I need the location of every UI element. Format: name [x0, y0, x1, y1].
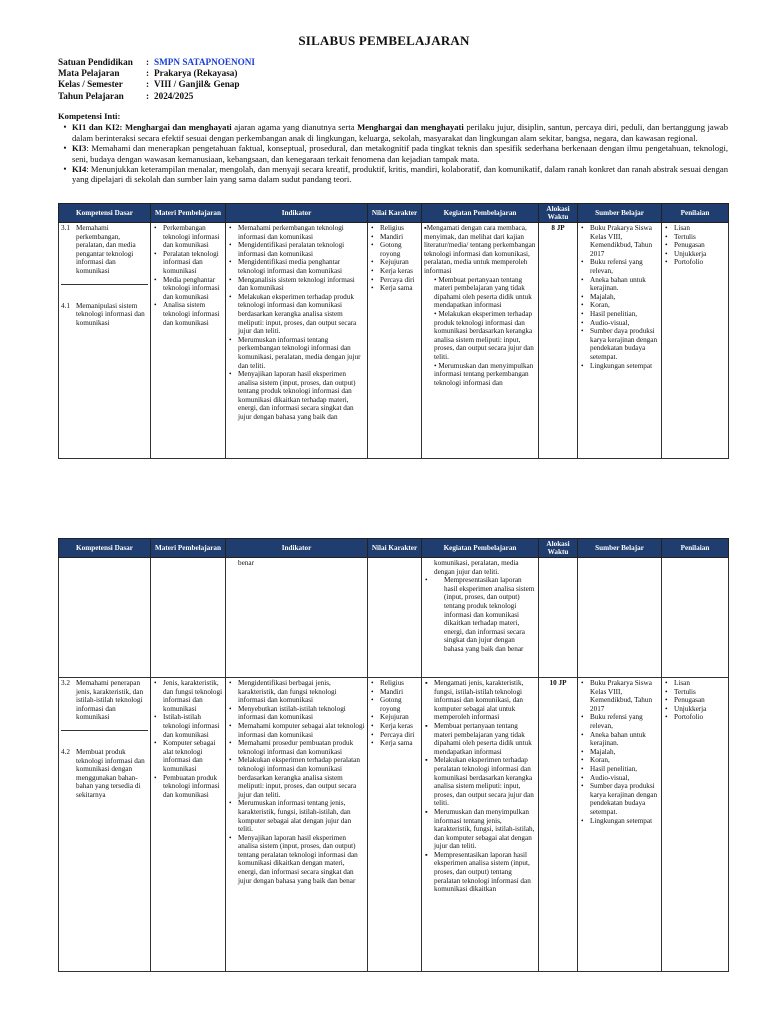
bullet-icon: •: [434, 361, 439, 370]
list-item: • Kejujuran: [370, 713, 419, 722]
identity-block: [58, 57, 255, 102]
ki-body: : Menunjukkan keterampilan menalar, mengolah, dan menyaji secara kreatif, produktif, kritis, mandiri, kolaboratif, dan komunikatif, dalam ranah konkret dan ranah abstrak sesuai dengan yang dipelajari di sekolah dan sumber lain yang sama dalam sudut pandang teori.: [72, 164, 728, 185]
kegiatan-text: Mengamati dengan cara membaca, menyimak, dan melihat dari kajian literatur/media/ tentang perkembangan teknologi informasi dan komunikasi, peralatan, media untuk memperoleh informasi: [424, 224, 536, 275]
list-item: • Kejujuran: [370, 258, 419, 267]
list-item: • Religius: [370, 679, 419, 688]
list-item: • Memahami prosedur pembuatan produk teknologi informasi dan komunikasi: [228, 739, 365, 756]
list-item: • Penugasan: [664, 696, 726, 705]
list-item: • Aneka bahan untuk kerajinan.: [580, 731, 659, 748]
column-header: Alokasi Waktu: [539, 539, 578, 558]
list-item: • Audio-visual,: [580, 774, 659, 783]
meta-value: VIII / Ganjil& Genap: [154, 79, 240, 90]
bullet-icon: ▪: [424, 224, 427, 232]
ki-heading: Kompetensi Inti:: [58, 111, 121, 121]
indikator-cell: [226, 223, 368, 459]
list-item: • Lisan: [664, 679, 726, 688]
column-header: Kompetensi Dasar: [59, 539, 151, 558]
list-item: • Unjukkerja: [664, 250, 726, 259]
ki-body: perilaku jujur, disiplin, santun, percaya diri, peduli, dan bertanggung jawab dalam berinteraksi secara efektif sesuai dengan perkembangan anak di lingkungan, keluarga, sekolah, masyarakat dan lingkungan alam sekitar, bangsa, negara, dan kawasan regional.: [72, 122, 729, 143]
list-item: • Portofolio: [664, 713, 726, 722]
kd-text: Memahami perkembangan, peralatan, dan media pengantar teknologi informasi dan komunikasi: [76, 224, 136, 275]
kegiatan-text: Melakukan eksperimen terhadap produk teknologi informasi dan komunikasi berdasarkan kerangka analisa sistem meliputi: input, proses, dan output secara jujur dan teliti.: [434, 309, 534, 361]
list-item: • Mengidentifikasi berbagai jenis, karakteristik, dan fungsi teknologi informasi dan komunikasi: [228, 679, 365, 705]
kompetensi-inti: [58, 111, 728, 185]
list-item: • Perkembangan teknologi informasi dan komunikasi: [153, 224, 223, 250]
kd-text: Membuat produk teknologi informasi dan komunikasi dengan menggunakan bahan-bahan yang tersedia di sekitarnya: [76, 747, 145, 799]
column-header: Sumber Belajar: [578, 204, 662, 223]
column-header: Nilai Karakter: [368, 539, 422, 558]
ki-code: KI1 dan KI2:: [72, 122, 123, 133]
list-item: • Menganalisis sistem teknologi informasi dan komunikasi: [228, 276, 365, 293]
kegiatan-item: [424, 276, 536, 310]
indikator-continuation: benar: [226, 558, 368, 678]
kegiatan-cell: [422, 223, 539, 459]
list-item: • Menyajikan laporan hasil eksperimen analisa sistem (input, proses, dan output) tentang peralatan teknologi informasi dan komunikasi dikaitkan dengan materi, energi, dan informasi secara singkat dan jujur dengan bahasa yang baik dan benar: [228, 834, 365, 886]
column-header: Penilaian: [662, 204, 729, 223]
kd-item: [61, 748, 148, 800]
alokasi-cell: 10 JP: [539, 678, 578, 972]
list-item: ▪ Mengamati jenis, karakteristik, fungsi, istilah-istilah teknologi informasi dan komunikasi, dan komputer sebagai alat untuk memperoleh informasi: [424, 679, 536, 722]
list-item: • Buku refensi yang relevan,: [580, 258, 659, 275]
kegiatan-item: [424, 224, 536, 276]
kd-text: Memahami penerapan jenis, karakteristik, dan istilah-istilah teknologi informasi dan komunikasi: [76, 679, 144, 722]
table-row: [59, 678, 729, 972]
kegiatan-item: [424, 310, 536, 362]
kd-number: 4.2: [61, 747, 70, 756]
list-item: • Percaya diri: [370, 276, 419, 285]
list-item: • Lisan: [664, 224, 726, 233]
list-item: • Merumuskan informasi tentang jenis, karakteristik, fungsi, istilah-istilah, dan komputer sebagai alat dengan jujur dan teliti.: [228, 799, 365, 833]
table-header-row: [59, 539, 729, 558]
list-item: • Mengidentifikasi media penghantar teknologi informasi dan komunikasi: [228, 258, 365, 275]
ki-body: : Memahami dan menerapkan pengetahuan faktual, konseptual, prosedural, dan metakognitif pada tingkat teknis dan spesifik sederhana berkenaan dengan ilmu pengetahuan, teknologi, seni, budaya dengan wawasan kemanusiaan, kebangsaan, dan kenegaraan terkait fenomena dan kejadian tampak mata.: [72, 143, 728, 164]
list-item: • Aneka bahan untuk kerajinan.: [580, 276, 659, 293]
list-item: • Unjukkerja: [664, 705, 726, 714]
ki-code: KI3: [72, 143, 87, 154]
column-header: Indikator: [226, 204, 368, 223]
meta-value: Prakarya (Rekayasa): [154, 68, 238, 79]
list-item: ▪ Merumuskan dan menyimpulkan informasi tentang jenis, karakteristik, fungsi, istilah-istilah, dan komputer sebagai alat dengan jujur dan teliti.: [424, 808, 536, 851]
list-item: • Penugasan: [664, 241, 726, 250]
list-item: • Jenis, karakteristik, dan fungsi teknologi informasi dan komunikasi: [153, 679, 223, 713]
list-item: • Menyajikan laporan hasil eksperimen analisa sistem (input, proses, dan output) tentang produk teknologi informasi dan komunikasi dikaitkan terhadap materi, energi, dan informasi secara singkat dan jujur dengan bahasa yang baik dan: [228, 370, 365, 422]
column-header: Materi Pembelajaran: [151, 539, 226, 558]
list-item: • Lingkungan setempat: [580, 362, 659, 371]
list-item: • Media penghantar teknologi informasi dan komunikasi: [153, 276, 223, 302]
list-item: • Gotong royong: [370, 696, 419, 713]
ki-text: [72, 164, 728, 185]
meta-label: Kelas / Semester: [58, 79, 123, 90]
list-item: • Buku refensi yang relevan,: [580, 713, 659, 730]
materi-cell: [151, 223, 226, 459]
kegiatan-text: Merumuskan dan menyimpulkan informasi tentang perkembangan teknologi informasi dan: [434, 361, 534, 387]
kd-number: 3.1: [61, 224, 70, 232]
syllabus-table-2: [58, 538, 729, 972]
list-item: • Mengidentifikasi peralatan teknologi informasi dan komunikasi: [228, 241, 365, 258]
list-item: • Sumber daya produksi karya kerajinan dengan pendekatan budaya setempat.: [580, 782, 659, 816]
meta-label: Mata Pelajaran: [58, 68, 120, 79]
penilaian-cell: [662, 678, 729, 972]
list-item: • Kerja keras: [370, 722, 419, 731]
table-row: [59, 223, 729, 459]
table-header-row: [59, 204, 729, 223]
bullet-icon: •: [63, 164, 67, 175]
meta-row: [58, 91, 255, 102]
ki-text: [72, 122, 728, 143]
sumber-cell: [578, 678, 662, 972]
list-item: • Tertulis: [664, 688, 726, 697]
list-item: • Tertulis: [664, 233, 726, 242]
kegiatan-item: [424, 362, 536, 388]
list-item: • Portofolio: [664, 258, 726, 267]
list-item: • Peralatan teknologi informasi dan komunikasi: [153, 250, 223, 276]
penilaian-cell: [662, 223, 729, 459]
kegiatan-continuation: komunikasi, peralatan, media dengan jujur dan teliti. • Mempresentasikan laporan hasil eksperimen analisa sistem (input, proses, dan output) tentang produk teknologi informasi dan komunikasi dikaitkan terhadap materi, energi, dan informasi secara singkat dan jujur dengan bahasa yang baik dan benar: [422, 558, 539, 678]
meta-colon: :: [146, 90, 150, 101]
syllabus-table-1: [58, 203, 729, 459]
list-item: • Kerja sama: [370, 739, 419, 748]
kd-divider: [61, 284, 148, 299]
column-header: Kegiatan Pembelajaran: [422, 539, 539, 558]
kd-item: [61, 679, 148, 722]
list-item: • Koran,: [580, 301, 659, 310]
meta-row: [58, 57, 255, 68]
ki-emphasis: Menghargai dan menghayati: [357, 122, 464, 133]
list-item: • Buku Prakarya Siswa Kelas VIII, Kemendikbud, Tahun 2017: [580, 679, 659, 713]
list-item: • Mandiri: [370, 688, 419, 697]
column-header: Sumber Belajar: [578, 539, 662, 558]
materi-cell: [151, 678, 226, 972]
list-item: • Religius: [370, 224, 419, 233]
list-item: • Merumuskan informasi tentang perkembangan teknologi informasi dan komunikasi, peralatan, media dengan jujur dan teliti.: [228, 336, 365, 370]
column-header: Kompetensi Dasar: [59, 204, 151, 223]
meta-colon: :: [146, 68, 150, 79]
list-item: • Koran,: [580, 756, 659, 765]
kd-number: 3.2: [61, 679, 70, 687]
indikator-cell: [226, 678, 368, 972]
list-item: • Buku Prakarya Siswa Kelas VIII, Kemendikbud, Tahun 2017: [580, 224, 659, 258]
sumber-cell: [578, 223, 662, 459]
meta-value: SMPN SATAPNOENONI: [154, 57, 255, 67]
column-header: Penilaian: [662, 539, 729, 558]
ki-emphasis: Menghargai dan menghayati: [124, 122, 232, 133]
ki-body: ajaran agama yang dianutnya serta: [231, 122, 358, 133]
ki-item: [58, 164, 728, 185]
kd-number: 4.1: [61, 301, 70, 310]
table-row-continuation: [59, 558, 729, 678]
list-item: • Menyebutkan istilah-istilah teknologi informasi dan komunikasi: [228, 705, 365, 722]
list-item: • Lingkungan setempat: [580, 817, 659, 826]
list-item: • Hasil penelitian,: [580, 310, 659, 319]
list-item: • Audio-visual,: [580, 319, 659, 328]
list-item: • Melakukan eksperimen terhadap peralatan teknologi informasi dan komunikasi berdasarkan kerangka analisa sistem meliputi: input, proses, dan output secara jujur dan teliti.: [228, 756, 365, 799]
column-header: Alokasi Waktu: [539, 204, 578, 223]
list-item: • Istilah-istilah teknologi informasi dan komunikasi: [153, 713, 223, 739]
list-item: ▪ Melakukan eksperimen terhadap peralatan teknologi informasi dan komunikasi berdasarkan kerangka analisa sistem meliputi: input, proses, dan output secara jujur dan teliti.: [424, 756, 536, 808]
nilai-cell: [368, 678, 422, 972]
kd-item: [61, 224, 148, 276]
document-title: SILABUS PEMBELAJARAN: [298, 33, 470, 48]
meta-row: [58, 68, 255, 79]
column-header: Kegiatan Pembelajaran: [422, 204, 539, 223]
list-item: • Hasil penelitian,: [580, 765, 659, 774]
list-item: ▪ Membuat pertanyaan tentang materi pembelajaran yang tidak dipahami oleh peserta didik untuk mendapatkan informasi: [424, 722, 536, 756]
list-item: • Sumber daya produksi karya kerajinan dengan pendekatan budaya setempat.: [580, 327, 659, 361]
alokasi-cell: 8 JP: [539, 223, 578, 459]
list-item: ▪ Mempresentasikan laporan hasil eksperimen analisa sistem (input, proses, dan output) tentang peralatan teknologi informasi dan komunikasi dikaitkan: [424, 851, 536, 894]
kd-divider: [61, 730, 148, 745]
column-header: Materi Pembelajaran: [151, 204, 226, 223]
column-header: Nilai Karakter: [368, 204, 422, 223]
list-item: • Majalah,: [580, 748, 659, 757]
meta-row: [58, 79, 255, 90]
list-item: • Mandiri: [370, 233, 419, 242]
bullet-icon: •: [63, 122, 67, 133]
list-item: • Analisa sistem teknologi informasi dan komunikasi: [153, 301, 223, 327]
column-header: Indikator: [226, 539, 368, 558]
ki-item: [58, 122, 728, 143]
ki-item: [58, 143, 728, 164]
ki-text: [72, 143, 728, 164]
list-item: • Majalah,: [580, 293, 659, 302]
list-item: • Kerja keras: [370, 267, 419, 276]
nilai-cell: [368, 223, 422, 459]
list-item: • Gotong royong: [370, 241, 419, 258]
kd-cell: [59, 678, 151, 972]
ki-code: KI4: [72, 164, 87, 175]
list-item: • Percaya diri: [370, 731, 419, 740]
meta-value: 2024/2025: [154, 90, 194, 101]
bullet-icon: •: [63, 143, 67, 154]
meta-colon: :: [146, 79, 150, 90]
bullet-icon: •: [434, 275, 439, 284]
kegiatan-cell: [422, 678, 539, 972]
meta-colon: :: [146, 57, 150, 67]
meta-label: Tahun Pelajaran: [58, 90, 124, 101]
list-item: • Memahami perkembangan teknologi informasi dan komunikasi: [228, 224, 365, 241]
list-item: • Melakukan eksperimen terhadap produk teknologi informasi dan komunikasi berdasarkan kerangka analisa sistem meliputi: input, proses, dan output secara jujur dan teliti.: [228, 293, 365, 336]
kd-text: Memanipulasi sistem teknologi informasi dan komunikasi: [76, 301, 145, 327]
kegiatan-text: Membuat pertanyaan tentang materi pembelajaran yang tidak dipahami oleh peserta didik untuk mendapatkan informasi: [434, 275, 532, 310]
kd-cell: [59, 223, 151, 459]
list-item: • Kerja sama: [370, 284, 419, 293]
meta-label: Satuan Pendidikan: [58, 57, 133, 67]
ki-list: [58, 122, 728, 184]
list-item: • Memahami komputer sebagai alat teknologi informasi dan komunikasi: [228, 722, 365, 739]
list-item: • Pembuatan produk teknologi informasi dan komunikasi: [153, 774, 223, 800]
list-item: • Komputer sebagai alat teknologi informasi dan komunikasi: [153, 739, 223, 773]
kd-item: [61, 302, 148, 328]
bullet-icon: •: [434, 309, 439, 318]
